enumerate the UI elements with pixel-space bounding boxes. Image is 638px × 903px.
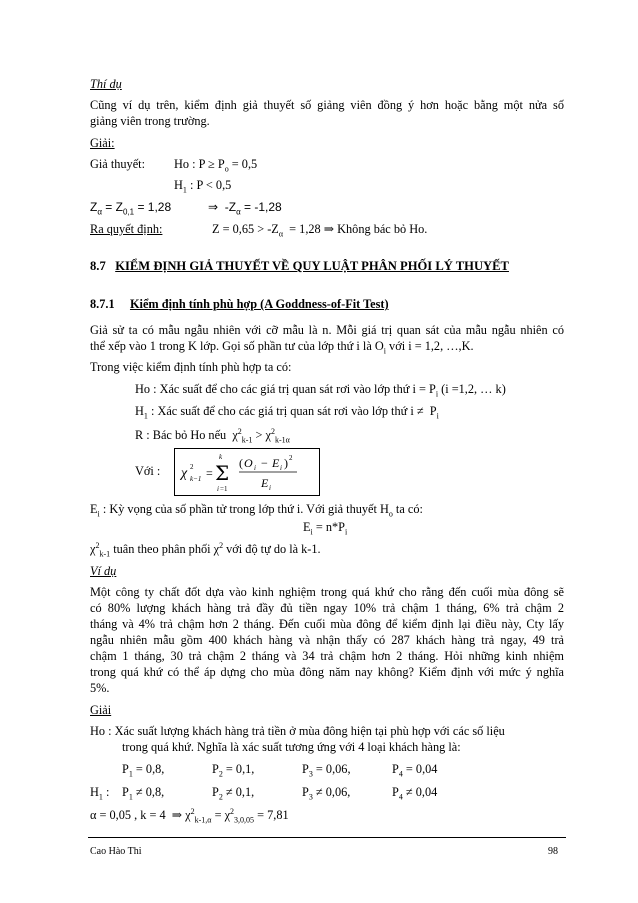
subsection-heading (90, 297, 389, 312)
svg-text:E: E (272, 456, 280, 470)
svg-text:k: k (219, 453, 223, 461)
svg-text:): ) (284, 456, 288, 470)
z-critical: $Z_\alpha = Z_{0,1} = 1,28$ (90, 200, 172, 217)
example2-null-hypothesis-line2: trong quá khứ. Nghĩa là xác suất tương ứng với 4 loại khách hàng là: (122, 740, 461, 754)
example2-line6: trong quá khứ có thể áp dựng cho mùa đông năm nay không? Kiểm định với mức ý nghĩa (90, 665, 564, 679)
example2-heading: Ví dụ (90, 564, 117, 578)
section-heading (90, 259, 509, 274)
p3-value: $P_3 = 0,06$, (302, 762, 351, 779)
section-number: 8.7 (90, 259, 106, 273)
example2-line7: 5%. (90, 681, 110, 695)
svg-text:(: ( (239, 456, 243, 470)
body-paragraph-line2: thể xếp vào 1 trong K lớp. Gọi số phần tư của lớp thứ i là $O_i$ với i = 1,2, …,K. (90, 339, 474, 356)
chi-square-formula-drawing (175, 449, 319, 495)
example-heading: Thí dụ (90, 77, 122, 91)
page-number: 98 (548, 846, 558, 857)
example2-line1: Một công ty chất đốt dựa vào kinh nghiệm trong quá khứ cho rằng đến cuối mùa đông sẽ (90, 585, 564, 599)
svg-text:=1: =1 (220, 485, 228, 493)
h1-p2-value: $P_2 \ne 0,1$, (212, 785, 255, 802)
decision-text: $Z = 0,65 > -Z_\alpha = 1,28$ ⇒ Không bác bỏ Ho. (212, 222, 428, 239)
body-paragraph-intro: Trong việc kiểm định tính phù hợp ta có: (90, 360, 292, 374)
subsection-number: 8.7.1 (90, 297, 115, 311)
expected-value-definition: $E_i$ : Kỳ vọng của số phần tử trong lớp thứ i. Với giả thuyết $H_o$ ta có: (90, 502, 423, 519)
p2-value: $P_2 = 0,1$, (212, 762, 255, 779)
p4-value: $P_4 = 0,04$ (392, 762, 438, 779)
svg-text:k−1: k−1 (190, 475, 202, 483)
example2-null-hypothesis-line1: Ho : Xác suất lượng khách hàng trả tiền ở mùa đông hiện tại phù hợp với các số liệu (90, 724, 505, 738)
subsection-title: Kiểm định tính phù hợp (A Goddness-of-Fit Test) (129, 297, 389, 311)
null-hypothesis: Ho : $P \ge P_o = 0,5$ (174, 157, 258, 174)
example2-solution-label: Giải (90, 703, 112, 717)
h1-p1-value: $P_1 \ne 0,8$, (122, 785, 165, 802)
h1-p3-value: $P_3 \ne 0,06$, (302, 785, 351, 802)
footer-divider (88, 837, 566, 838)
svg-text:χ: χ (181, 466, 188, 481)
with-label: Với : (135, 464, 161, 478)
expected-value-formula: $E_i = n*P_i$ (303, 520, 348, 537)
svg-text:=: = (206, 466, 213, 480)
svg-text:i: i (254, 464, 256, 472)
svg-text:E: E (261, 476, 269, 490)
svg-text:−: − (261, 456, 268, 470)
svg-text:2: 2 (289, 454, 293, 462)
section-title: KIỂM ĐỊNH GIẢ THUYẾT VỀ QUY LUẬT PHÂN PHỐI LÝ THUYẾT (115, 259, 509, 273)
svg-text:Σ: Σ (215, 461, 230, 485)
body-null-hypothesis: Ho : Xác suất để cho các giá trị quan sát rơi vào lớp thứ $i = P_i$ (i =1,2, … k) (135, 382, 506, 399)
p1-value: $P_1 = 0,8$, (122, 762, 165, 779)
alpha-critical-value: α = 0,05 , k = 4 ⇒ $\chi^2_{k-1,\alpha} = \chi^2_{3,0,05} = 7,81$ (90, 806, 289, 825)
alt-hypothesis: $H_1$ : P < 0,5 (174, 178, 232, 195)
z-critical-negative: ⇒ $-Z_\alpha = -1,28$ (208, 200, 282, 217)
example2-line3: tháng và 4% trả chậm hơn 2 tháng. Đến cuối mùa đông để kiểm định lại điều này, Cty lấy (90, 617, 564, 631)
chi-square-formula (174, 448, 320, 496)
footer-author: Cao Hào Thi (90, 846, 142, 857)
svg-text:O: O (244, 456, 253, 470)
rejection-rule: R : Bác bỏ Ho nếu $\chi^2_{k-1} > \chi^2_{k-1\alpha}$ (135, 426, 290, 445)
svg-text:i: i (217, 485, 219, 493)
body-paragraph-line1: Giả sử ta có mẫu ngẫu nhiên với cỡ mẫu là n. Mỗi giá trị quan sát của mẫu ngẫu nhiên có (90, 323, 564, 337)
example2-line2: có 80% lượng khách hàng trả đầy đủ tiền ngay 10% trả chậm 1 tháng, 6% trả chậm 2 (90, 601, 564, 615)
example2-line5: chậm 1 tháng, 30 trả chậm 2 tháng và 34 trả chậm hơn 2 tháng. Hỏi những kinh nhiệm (90, 649, 564, 663)
svg-text:i: i (269, 484, 271, 492)
example2-alt-label: $H_1$ : (90, 785, 110, 802)
example-paragraph-line1: Cũng ví dụ trên, kiểm định giả thuyết số giảng viên đồng ý hơn hoặc bằng một nửa số (90, 98, 564, 112)
svg-text:2: 2 (190, 463, 194, 471)
body-alt-hypothesis: $H_1$ : Xác suất để cho các giá trị quan sát rơi vào lớp thứ $i \ne P_i$ (135, 404, 439, 421)
chi-square-distribution: $\chi^2_{k-1}$ tuân theo phân phối $\chi^2$ với độ tự do là k-1. (90, 540, 321, 559)
svg-text:i: i (280, 464, 282, 472)
example2-line4: ngẫu nhiên mẫu gồm 400 khách hàng và nhận thấy có 287 khách hàng trả ngay, 49 trả (90, 633, 564, 647)
decision-label: Ra quyết định: (90, 222, 163, 236)
h1-p4-value: $P_4 \ne 0,04$ (392, 785, 438, 802)
hypothesis-label: Giả thuyết: (90, 157, 145, 171)
solution-label: Giải: (90, 136, 115, 150)
example-paragraph-line2: giảng viên trong trường. (90, 114, 210, 128)
